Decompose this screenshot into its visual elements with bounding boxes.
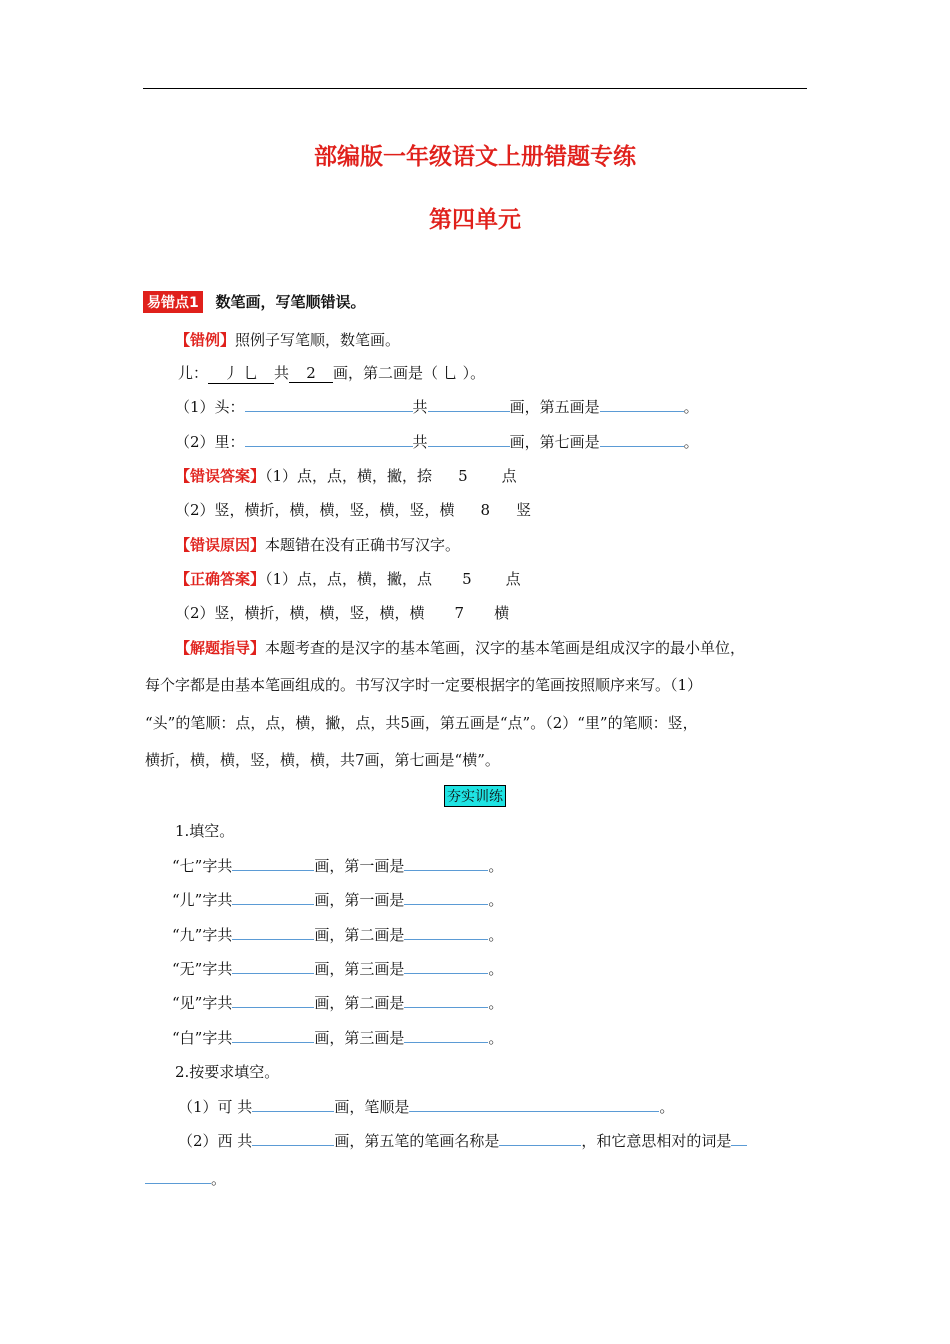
sample-char: 儿：	[178, 364, 209, 382]
wrong-line1-count: 5	[458, 467, 468, 485]
fill-row	[172, 889, 503, 910]
q2-count-blank[interactable]	[428, 432, 510, 447]
correct-line1-count: 5	[462, 570, 472, 588]
fill-row	[172, 924, 503, 945]
sample-strokes: 丿 乚	[208, 362, 274, 384]
q2b-end: 。	[211, 1170, 227, 1188]
page-subtitle: 第四单元	[429, 207, 521, 233]
q2b-antonym-blank[interactable]	[145, 1169, 211, 1184]
error-reason	[175, 534, 460, 555]
wrong-line2-count: 8	[480, 501, 491, 519]
q2a-row	[178, 1096, 674, 1117]
q2-mid: 共	[412, 433, 428, 451]
fill-row-mid: 画，第三画是	[314, 1029, 405, 1047]
fill-row	[172, 958, 503, 979]
fill-row-end: 。	[488, 1029, 504, 1047]
correct-line1: （1）点，点，横，撇，点	[265, 570, 433, 588]
fill-row-char: “白”字共	[172, 1029, 233, 1047]
fill-row-stroke-blank[interactable]	[404, 959, 488, 974]
error-reason-text: 本题错在没有正确书写汉字。	[265, 536, 461, 554]
fill-row-mid: 画，第一画是	[314, 891, 405, 909]
guide-line4: 横折，横，横，竖，横，横，共7画，第七画是“横”。	[145, 751, 500, 769]
fill-row-end: 。	[488, 926, 504, 944]
fill-row-end: 。	[488, 857, 504, 875]
q2b-mid2: ，和它意思相对的词是	[581, 1132, 732, 1150]
correct-line2: （2）竖，横折，横，横，竖，横，横	[175, 604, 425, 622]
sample-count: 2	[289, 364, 333, 383]
wrong-answer-label: 【错误答案】	[175, 467, 266, 485]
example-q1	[175, 396, 699, 417]
fill-row-count-blank[interactable]	[232, 856, 314, 871]
correct-answer-line2	[175, 602, 509, 623]
correct-line1-stroke: 点	[505, 570, 521, 588]
q2b-prefix: （2）西 共	[178, 1132, 253, 1150]
q1-strokes-blank[interactable]	[245, 397, 413, 412]
fill-row-char: “见”字共	[172, 994, 233, 1012]
guide-line2: 每个字都是由基本笔画组成的。书写汉字时一定要根据字的笔画按照顺序来写。（1）	[145, 676, 703, 694]
example-instruction	[175, 329, 400, 350]
fill-row-count-blank[interactable]	[232, 890, 314, 905]
example-q2	[175, 431, 699, 452]
wrong-answer-line1	[175, 465, 517, 486]
header-rule	[143, 88, 807, 89]
fill-row-stroke-blank[interactable]	[404, 856, 488, 871]
error-reason-label: 【错误原因】	[175, 536, 266, 554]
q2b-count-blank[interactable]	[252, 1131, 334, 1146]
fill-row	[172, 992, 503, 1013]
training-q2: 2.按要求填空。	[175, 1063, 280, 1081]
training-q1: 1.填空。	[175, 822, 235, 840]
sample-tail: 画，第二画是（ 乚 ）。	[333, 364, 486, 382]
wrong-answer-line2	[175, 499, 531, 520]
fill-row-end: 。	[488, 994, 504, 1012]
q2b-stroke-blank[interactable]	[499, 1131, 581, 1146]
page-title: 部编版一年级语文上册错题专练	[314, 144, 636, 170]
fill-row-count-blank[interactable]	[232, 959, 314, 974]
error-point-heading: 数笔画，写笔顺错误。	[215, 293, 366, 311]
fill-row-stroke-blank[interactable]	[404, 1028, 488, 1043]
sample-mid: 共	[274, 364, 290, 382]
fill-row-mid: 画，第一画是	[314, 857, 405, 875]
q2-prefix: （2）里：	[175, 433, 245, 451]
q1-mid: 共	[412, 398, 428, 416]
training-heading-wrap	[0, 785, 950, 807]
error-point-tag: 易错点1	[143, 291, 203, 313]
wrong-line1-stroke: 点	[501, 467, 517, 485]
training-heading: 夯实训练	[444, 785, 506, 807]
fill-row-count-blank[interactable]	[232, 993, 314, 1008]
fill-row	[172, 855, 503, 876]
correct-line2-count: 7	[454, 604, 465, 622]
error-point-header	[143, 291, 366, 313]
correct-answer-label: 【正确答案】	[175, 570, 266, 588]
example-text: 照例子写笔顺，数笔画。	[235, 331, 401, 349]
fill-row-count-blank[interactable]	[232, 1028, 314, 1043]
correct-answer-line1	[175, 568, 521, 589]
q2a-order-blank[interactable]	[409, 1097, 659, 1112]
q2a-count-blank[interactable]	[252, 1097, 334, 1112]
q2-end: 。	[683, 433, 699, 451]
fill-row	[172, 1027, 503, 1048]
guide-line3: “头”的笔顺：点，点，横，撇，点，共5画，第五画是“点”。（2）“里”的笔顺：竖，	[145, 714, 698, 732]
fill-row-char: “七”字共	[172, 857, 233, 875]
q2b-mid: 画，第五笔的笔画名称是	[334, 1132, 500, 1150]
fill-row-mid: 画，第三画是	[314, 960, 405, 978]
q1-count-blank[interactable]	[428, 397, 510, 412]
q2b-row-continued	[145, 1168, 226, 1189]
fill-row-char: “儿”字共	[172, 891, 233, 909]
q2b-row	[178, 1130, 747, 1151]
q2b-antonym-blank-start[interactable]	[731, 1131, 747, 1146]
q1-tail: 画，第五画是	[509, 398, 600, 416]
guide-line1	[175, 637, 745, 658]
q2-stroke-blank[interactable]	[600, 432, 684, 447]
wrong-line2: （2）竖，横折，横，横，竖，横，竖，横	[175, 501, 455, 519]
fill-row-count-blank[interactable]	[232, 925, 314, 940]
q1-end: 。	[683, 398, 699, 416]
correct-line2-stroke: 横	[494, 604, 510, 622]
q2a-end: 。	[659, 1098, 675, 1116]
q1-stroke-blank[interactable]	[600, 397, 684, 412]
wrong-line2-stroke: 竖	[516, 501, 532, 519]
wrong-line1: （1）点，点，横，撇，捺	[265, 467, 433, 485]
guide-text-1: 本题考查的是汉字的基本笔画，汉字的基本笔画是组成汉字的最小单位，	[265, 639, 746, 657]
fill-row-mid: 画，第二画是	[314, 926, 405, 944]
fill-row-end: 。	[488, 891, 504, 909]
fill-row-end: 。	[488, 960, 504, 978]
example-label: 【错例】	[175, 331, 236, 349]
fill-row-char: “九”字共	[172, 926, 233, 944]
example-sample	[178, 362, 485, 384]
q2a-mid: 画，笔顺是	[334, 1098, 410, 1116]
guide-label: 【解题指导】	[175, 639, 266, 657]
q2a-prefix: （1）可 共	[178, 1098, 253, 1116]
fill-row-stroke-blank[interactable]	[404, 993, 488, 1008]
fill-row-stroke-blank[interactable]	[404, 925, 488, 940]
q2-tail: 画，第七画是	[509, 433, 600, 451]
q1-prefix: （1）头：	[175, 398, 245, 416]
fill-row-char: “无”字共	[172, 960, 233, 978]
fill-row-stroke-blank[interactable]	[404, 890, 488, 905]
fill-row-mid: 画，第二画是	[314, 994, 405, 1012]
q2-strokes-blank[interactable]	[245, 432, 413, 447]
